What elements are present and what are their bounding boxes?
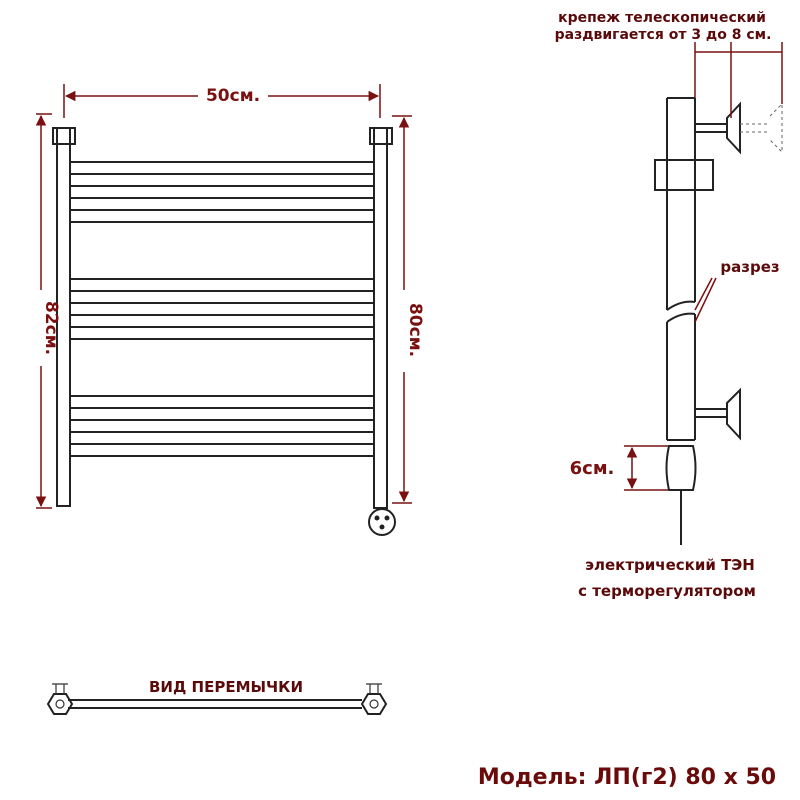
model-label: Модель: ЛП(г2) 80 x 50	[477, 765, 777, 790]
rungs-top	[70, 162, 374, 222]
mount-label-line1: крепеж телескопический	[558, 10, 766, 26]
bridge-view-label: ВИД ПЕРЕМЫЧКИ	[148, 678, 304, 696]
top-wall-mount	[695, 104, 782, 152]
side-post-lower	[667, 314, 695, 440]
heater-height-label: 6см.	[569, 458, 615, 479]
rungs-middle	[70, 279, 374, 339]
heater-body	[667, 446, 696, 545]
heater-label-line1: электрический ТЭН	[585, 556, 755, 574]
side-post-upper	[667, 98, 695, 310]
cut-label: разрез	[720, 258, 780, 276]
height-left-label: 82см.	[41, 300, 61, 356]
mount-label-line2: раздвигается от 3 до 8 см.	[554, 27, 772, 43]
front-view	[36, 84, 412, 535]
height-right-label: 80см.	[405, 302, 425, 358]
bottom-wall-mount	[695, 390, 740, 438]
side-collar	[655, 160, 713, 190]
heater-plug	[369, 509, 395, 535]
rungs-bottom	[70, 396, 374, 456]
heater-label-line2: с терморегулятором	[578, 582, 756, 600]
width-label: 50см.	[205, 86, 261, 106]
side-view	[624, 42, 782, 545]
right-post	[374, 128, 387, 508]
